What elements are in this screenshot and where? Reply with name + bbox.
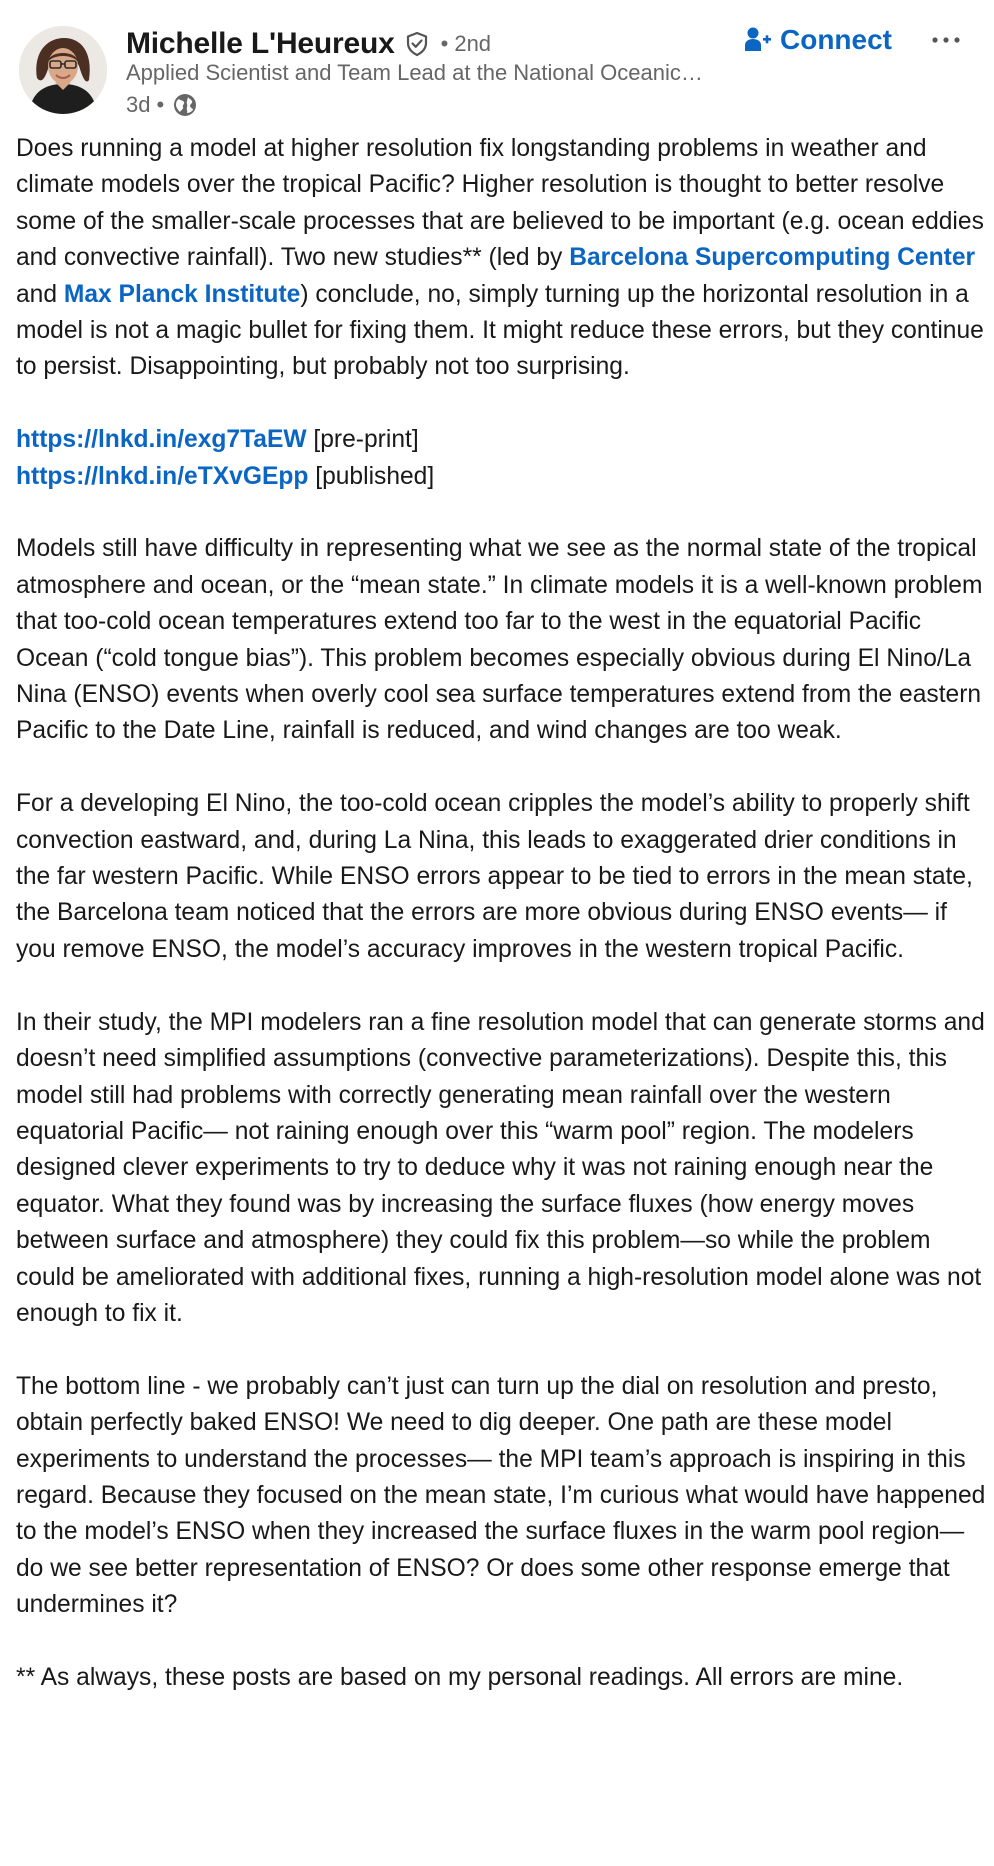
author-name[interactable]: Michelle L'Heureux	[126, 27, 395, 60]
post-paragraph-mpi-study: In their study, the MPI modelers ran a fine resolution model that can generate storms and doesn’t need simplified assumptions (convective parameterizations). Despite this, this model still had problems with correctly generating mean rainfall over the western equatorial Pacific— not raining enough over this “warm pool” region. The modelers designed clever experiments to try to deduce why it was not raining enough near the equator. What they found was by increasing the surface fluxes (how energy moves between surface and atmosphere) they could fix this problem—so while the problem could be ameliorated with additional fixes, running a high-resolution model alone was not enough to fix it.	[16, 1008, 985, 1327]
paragraph-text: Does running a model at higher resolution fix longstanding problems in weather and climate models over the tropical Pacific? Higher resolution is thought to better resolve some of the smaller-scale processes that are believed to be important (e.g. ocean eddies and convective rainfall). Two new studies** (led by	[16, 135, 984, 272]
preprint-link-line	[16, 422, 986, 458]
globe-icon	[172, 92, 198, 118]
post-meta	[126, 90, 198, 120]
author-headline: Applied Scientist and Team Lead at the National Oceanic…	[126, 60, 703, 85]
post-paragraph-bottom-line: The bottom line - we probably can’t just can turn up the dial on resolution and presto, obtain perfectly baked ENSO! We need to dig deeper. One path are these model experiments to understand the processes— the MPI team’s approach is inspiring in this regard. Because they focused on the mean state, I’m curious what would have happened to the model’s ENSO when they increased the surface fluxes in the warm pool region— do we see better representation of ENSO? Or does some other response emerge that undermines it?	[16, 1372, 986, 1619]
avatar[interactable]	[19, 26, 107, 114]
paragraph-text: ) conclude, no, simply turning up the horizontal resolution in a model is not a magic bullet for fixing them. It might reduce these errors, but they continue to persist. Disappointing, but probably not too surprising.	[16, 280, 984, 381]
published-link[interactable]: https://lnkd.in/eTXvGEpp	[16, 462, 309, 490]
mention-barcelona-supercomputing-center[interactable]: Barcelona Supercomputing Center	[569, 244, 976, 272]
connect-label: Connect	[780, 24, 892, 55]
paragraph-text: and	[16, 280, 64, 308]
post-paragraph-disclaimer: ** As always, these posts are based on my personal readings. All errors are mine.	[16, 1663, 904, 1691]
post-body	[16, 131, 986, 1696]
avatar-portrait-icon	[19, 26, 107, 114]
mention-max-planck-institute[interactable]: Max Planck Institute	[63, 280, 301, 308]
post-paragraph-el-nino: For a developing El Nino, the too-cold ocean cripples the model’s ability to properly shift convection eastward, and, during La Nina, this leads to exaggerated drier conditions in the far western Pacific. While ENSO errors appear to be tied to errors in the mean state, the Barcelona team noticed that the errors are more obvious during ENSO events— if you remove ENSO, the model’s accuracy improves in the western tropical Pacific.	[16, 790, 973, 963]
published-note: [published]	[308, 462, 435, 490]
post-header	[0, 0, 994, 118]
published-link-line	[16, 459, 986, 495]
preprint-link[interactable]: https://lnkd.in/exg7TaEW	[16, 426, 307, 454]
preprint-note: [pre-print]	[306, 426, 419, 454]
person-add-icon	[742, 25, 772, 55]
degree-separator: •	[440, 31, 449, 56]
more-options-button[interactable]	[924, 20, 968, 60]
time-separator: •	[156, 92, 165, 117]
connection-degree: 2nd	[454, 31, 492, 56]
author-name-row	[126, 24, 491, 64]
connect-button[interactable]	[742, 18, 892, 62]
post-paragraph-intro	[16, 131, 986, 386]
post-time: 3d	[126, 92, 151, 117]
post-paragraph-mean-state: Models still have difficulty in representing what we see as the normal state of the tropical atmosphere and ocean, or the “mean state.” In climate models it is a well-known problem that too-cold ocean temperatures extend too far to the west in the equatorial Pacific Ocean (“cold tongue bias”). This problem becomes especially obvious during El Nino/La Nina (ENSO) events when overly cool sea surface temperatures extend from the eastern Pacific to the Date Line, rainfall is reduced, and wind changes are too weak.	[16, 535, 983, 745]
verified-shield-icon	[403, 30, 431, 58]
more-horizontal-icon	[931, 36, 961, 44]
